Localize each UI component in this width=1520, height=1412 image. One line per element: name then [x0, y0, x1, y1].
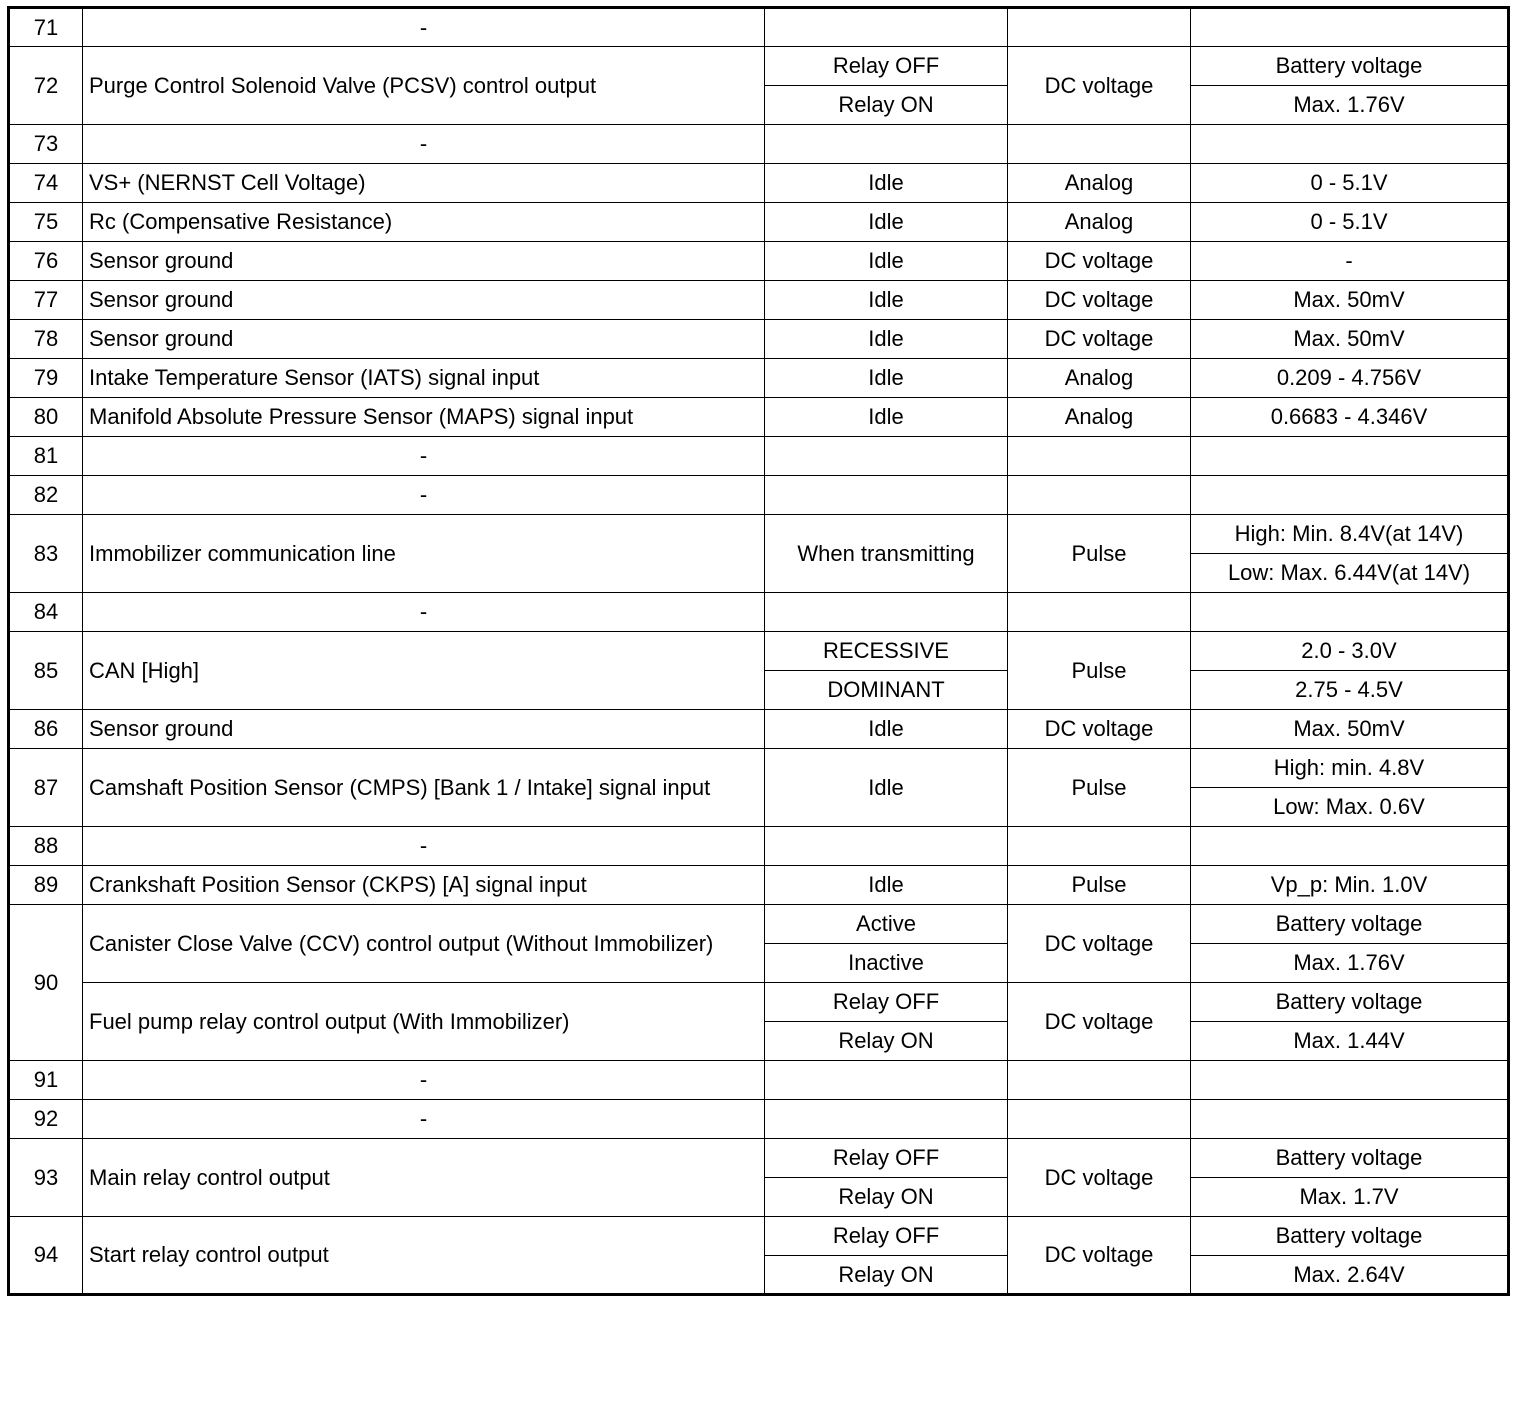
- pin-description-cell: Crankshaft Position Sensor (CKPS) [A] signal input: [83, 866, 765, 905]
- pin-description-cell: Rc (Compensative Resistance): [83, 203, 765, 242]
- pin-description-cell: Camshaft Position Sensor (CMPS) [Bank 1 / Intake] signal input: [83, 749, 765, 827]
- condition-cell: [765, 1100, 1008, 1139]
- pin-number-cell: 80: [9, 398, 83, 437]
- condition-cell: Idle: [765, 749, 1008, 827]
- condition-cell: Relay OFF: [765, 47, 1008, 86]
- spec-value-cell: 0.6683 - 4.346V: [1191, 398, 1509, 437]
- spec-value-cell: Max. 1.76V: [1191, 944, 1509, 983]
- condition-cell: Idle: [765, 203, 1008, 242]
- table-row: [9, 632, 1509, 671]
- pin-number-cell: 88: [9, 827, 83, 866]
- signal-type-cell: DC voltage: [1008, 320, 1191, 359]
- table-row: [9, 47, 1509, 86]
- table-row: [9, 749, 1509, 788]
- table-row: [9, 905, 1509, 944]
- table-row: [9, 320, 1509, 359]
- pin-number-cell: 84: [9, 593, 83, 632]
- pin-number-cell: 74: [9, 164, 83, 203]
- signal-type-cell: Analog: [1008, 203, 1191, 242]
- pin-number-cell: 86: [9, 710, 83, 749]
- signal-type-cell: Analog: [1008, 359, 1191, 398]
- spec-value-cell: [1191, 476, 1509, 515]
- signal-type-cell: DC voltage: [1008, 281, 1191, 320]
- pin-description-cell: Sensor ground: [83, 242, 765, 281]
- spec-value-cell: 0 - 5.1V: [1191, 164, 1509, 203]
- condition-cell: Active: [765, 905, 1008, 944]
- signal-type-cell: [1008, 1100, 1191, 1139]
- spec-value-cell: Low: Max. 6.44V(at 14V): [1191, 554, 1509, 593]
- condition-cell: Idle: [765, 281, 1008, 320]
- pin-description-cell: Sensor ground: [83, 710, 765, 749]
- spec-value-cell: Battery voltage: [1191, 47, 1509, 86]
- table-row: [9, 827, 1509, 866]
- spec-value-cell: 2.75 - 4.5V: [1191, 671, 1509, 710]
- condition-cell: Idle: [765, 320, 1008, 359]
- table-row: [9, 710, 1509, 749]
- signal-type-cell: Pulse: [1008, 632, 1191, 710]
- pin-description-cell: Start relay control output: [83, 1217, 765, 1295]
- condition-cell: Idle: [765, 710, 1008, 749]
- spec-value-cell: Max. 50mV: [1191, 281, 1509, 320]
- spec-value-cell: Max. 1.76V: [1191, 86, 1509, 125]
- pin-description-cell: -: [83, 476, 765, 515]
- table-row: [9, 8, 1509, 47]
- pin-description-cell: Immobilizer communication line: [83, 515, 765, 593]
- spec-value-cell: Vp_p: Min. 1.0V: [1191, 866, 1509, 905]
- signal-type-cell: [1008, 437, 1191, 476]
- table-row: [9, 1061, 1509, 1100]
- pin-description-cell: -: [83, 437, 765, 476]
- spec-value-cell: [1191, 827, 1509, 866]
- signal-type-cell: [1008, 1061, 1191, 1100]
- signal-type-cell: DC voltage: [1008, 242, 1191, 281]
- pin-number-cell: 73: [9, 125, 83, 164]
- signal-type-cell: [1008, 827, 1191, 866]
- condition-cell: [765, 827, 1008, 866]
- table-row: [9, 437, 1509, 476]
- spec-value-cell: [1191, 1100, 1509, 1139]
- spec-value-cell: 0 - 5.1V: [1191, 203, 1509, 242]
- condition-cell: Relay ON: [765, 1256, 1008, 1295]
- condition-cell: Idle: [765, 398, 1008, 437]
- pin-number-cell: 78: [9, 320, 83, 359]
- pin-number-cell: 72: [9, 47, 83, 125]
- signal-type-cell: [1008, 125, 1191, 164]
- table-row: [9, 125, 1509, 164]
- signal-type-cell: Pulse: [1008, 515, 1191, 593]
- spec-value-cell: [1191, 125, 1509, 164]
- pin-description-cell: CAN [High]: [83, 632, 765, 710]
- condition-cell: Relay ON: [765, 1022, 1008, 1061]
- condition-cell: [765, 476, 1008, 515]
- pin-description-cell: Sensor ground: [83, 281, 765, 320]
- spec-value-cell: Battery voltage: [1191, 1139, 1509, 1178]
- pin-number-cell: 77: [9, 281, 83, 320]
- signal-type-cell: [1008, 476, 1191, 515]
- condition-cell: DOMINANT: [765, 671, 1008, 710]
- pin-description-cell: VS+ (NERNST Cell Voltage): [83, 164, 765, 203]
- spec-value-cell: Low: Max. 0.6V: [1191, 788, 1509, 827]
- pin-spec-table: [7, 6, 1510, 1296]
- pin-description-cell: Purge Control Solenoid Valve (PCSV) control output: [83, 47, 765, 125]
- pin-number-cell: 71: [9, 8, 83, 47]
- pin-number-cell: 87: [9, 749, 83, 827]
- spec-value-cell: [1191, 8, 1509, 47]
- condition-cell: Relay ON: [765, 86, 1008, 125]
- pin-number-cell: 81: [9, 437, 83, 476]
- table-row: [9, 1139, 1509, 1178]
- condition-cell: [765, 1061, 1008, 1100]
- pin-description-cell: -: [83, 827, 765, 866]
- pin-number-cell: 92: [9, 1100, 83, 1139]
- condition-cell: Relay ON: [765, 1178, 1008, 1217]
- spec-value-cell: Battery voltage: [1191, 1217, 1509, 1256]
- spec-value-cell: 0.209 - 4.756V: [1191, 359, 1509, 398]
- spec-value-cell: High: Min. 8.4V(at 14V): [1191, 515, 1509, 554]
- spec-value-cell: Max. 50mV: [1191, 320, 1509, 359]
- condition-cell: Idle: [765, 242, 1008, 281]
- condition-cell: Idle: [765, 866, 1008, 905]
- spec-value-cell: [1191, 593, 1509, 632]
- signal-type-cell: [1008, 593, 1191, 632]
- pin-number-cell: 94: [9, 1217, 83, 1295]
- table-row: [9, 1217, 1509, 1256]
- table-row: [9, 983, 1509, 1022]
- spec-value-cell: 2.0 - 3.0V: [1191, 632, 1509, 671]
- signal-type-cell: DC voltage: [1008, 710, 1191, 749]
- pin-number-cell: 82: [9, 476, 83, 515]
- condition-cell: Relay OFF: [765, 1139, 1008, 1178]
- pin-number-cell: 93: [9, 1139, 83, 1217]
- table-row: [9, 398, 1509, 437]
- pin-number-cell: 76: [9, 242, 83, 281]
- condition-cell: [765, 437, 1008, 476]
- signal-type-cell: [1008, 8, 1191, 47]
- table-row: [9, 359, 1509, 398]
- table-row: [9, 866, 1509, 905]
- spec-value-cell: Battery voltage: [1191, 905, 1509, 944]
- table-row: [9, 242, 1509, 281]
- spec-value-cell: Max. 50mV: [1191, 710, 1509, 749]
- signal-type-cell: DC voltage: [1008, 47, 1191, 125]
- pin-description-cell: -: [83, 593, 765, 632]
- condition-cell: Relay OFF: [765, 1217, 1008, 1256]
- pin-description-cell: Manifold Absolute Pressure Sensor (MAPS) signal input: [83, 398, 765, 437]
- spec-value-cell: Battery voltage: [1191, 983, 1509, 1022]
- pin-number-cell: 91: [9, 1061, 83, 1100]
- table-row: [9, 1100, 1509, 1139]
- pin-description-cell: Main relay control output: [83, 1139, 765, 1217]
- condition-cell: When transmitting: [765, 515, 1008, 593]
- pin-description-cell: Canister Close Valve (CCV) control output (Without Immobilizer): [83, 905, 765, 983]
- condition-cell: RECESSIVE: [765, 632, 1008, 671]
- pin-description-cell: -: [83, 8, 765, 47]
- spec-value-cell: High: min. 4.8V: [1191, 749, 1509, 788]
- pin-description-cell: Fuel pump relay control output (With Immobilizer): [83, 983, 765, 1061]
- pin-description-cell: -: [83, 125, 765, 164]
- condition-cell: Relay OFF: [765, 983, 1008, 1022]
- condition-cell: [765, 125, 1008, 164]
- spec-value-cell: [1191, 1061, 1509, 1100]
- table-row: [9, 164, 1509, 203]
- spec-value-cell: Max. 1.44V: [1191, 1022, 1509, 1061]
- pin-number-cell: 79: [9, 359, 83, 398]
- pin-number-cell: 83: [9, 515, 83, 593]
- spec-value-cell: -: [1191, 242, 1509, 281]
- pin-description-cell: -: [83, 1061, 765, 1100]
- signal-type-cell: Analog: [1008, 164, 1191, 203]
- pin-description-cell: Sensor ground: [83, 320, 765, 359]
- pin-number-cell: 90: [9, 905, 83, 1061]
- table-row: [9, 203, 1509, 242]
- signal-type-cell: DC voltage: [1008, 905, 1191, 983]
- condition-cell: Idle: [765, 164, 1008, 203]
- signal-type-cell: DC voltage: [1008, 983, 1191, 1061]
- pin-description-cell: Intake Temperature Sensor (IATS) signal input: [83, 359, 765, 398]
- pin-number-cell: 75: [9, 203, 83, 242]
- table-row: [9, 281, 1509, 320]
- signal-type-cell: Analog: [1008, 398, 1191, 437]
- signal-type-cell: Pulse: [1008, 749, 1191, 827]
- signal-type-cell: DC voltage: [1008, 1139, 1191, 1217]
- table-row: [9, 476, 1509, 515]
- pin-description-cell: -: [83, 1100, 765, 1139]
- condition-cell: Idle: [765, 359, 1008, 398]
- spec-value-cell: Max. 2.64V: [1191, 1256, 1509, 1295]
- table-row: [9, 593, 1509, 632]
- pin-number-cell: 85: [9, 632, 83, 710]
- table-row: [9, 515, 1509, 554]
- condition-cell: [765, 593, 1008, 632]
- condition-cell: [765, 8, 1008, 47]
- spec-value-cell: Max. 1.7V: [1191, 1178, 1509, 1217]
- condition-cell: Inactive: [765, 944, 1008, 983]
- signal-type-cell: DC voltage: [1008, 1217, 1191, 1295]
- signal-type-cell: Pulse: [1008, 866, 1191, 905]
- spec-value-cell: [1191, 437, 1509, 476]
- pin-number-cell: 89: [9, 866, 83, 905]
